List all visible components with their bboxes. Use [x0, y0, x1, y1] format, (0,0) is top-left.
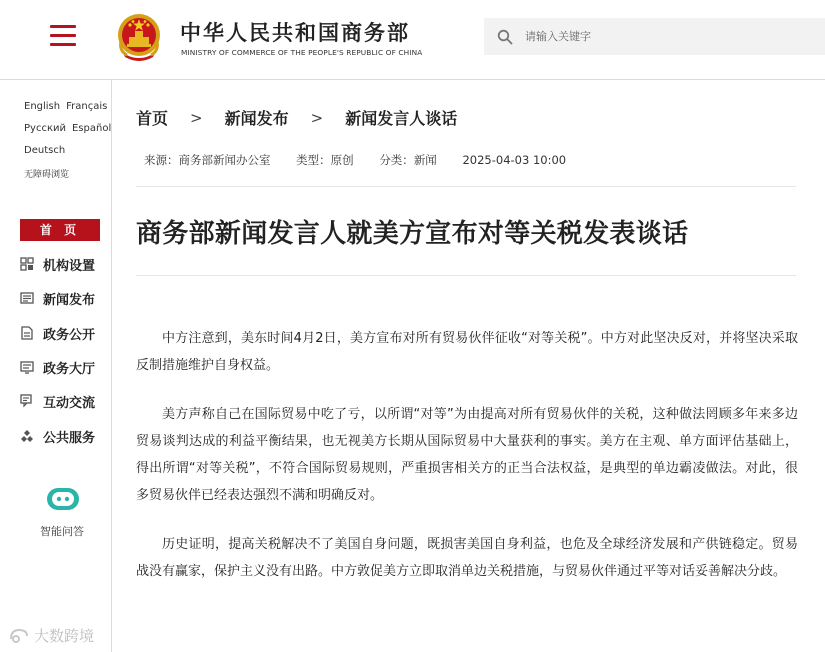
- nav-item-label: 公共服务: [43, 430, 96, 446]
- divider: [136, 275, 796, 276]
- nav-item-gov-info[interactable]: [20, 323, 95, 343]
- article-meta: [144, 152, 588, 168]
- search-input[interactable]: [525, 30, 805, 43]
- sidebar: [0, 80, 112, 652]
- source-value: 商务部新闻办公室: [178, 153, 271, 167]
- source-label: 来源：: [144, 153, 179, 167]
- breadcrumb-home-link[interactable]: 首页: [136, 109, 169, 128]
- category-value: 新闻: [413, 153, 437, 167]
- site-title: 中华人民共和国商务部: [180, 21, 410, 45]
- chat-icon: [20, 394, 34, 408]
- language-row-1: [24, 101, 113, 112]
- breadcrumb: [136, 106, 457, 129]
- public-service-icon: [20, 429, 34, 443]
- nav-item-label: 政务大厅: [43, 361, 96, 377]
- org-grid-icon: [20, 257, 34, 271]
- lang-russian-link[interactable]: Русский: [24, 123, 66, 134]
- article-paragraph: 美方声称自己在国际贸易中吃了亏，以所谓“对等”为由提高对所有贸易伙伴的关税，这种做法罔顾多年来多边贸易谈判达成的利益平衡结果，也无视美方长期从国际贸易中大量获利的事实。美方在主观、单方面评估基础上，得出所谓“对等关税”，不符合国际贸易规则，严重损害相关方的正当合法权益，是典型的单边霸凌做法。对此，很多贸易伙伴已经表达强烈不满和明确反对。: [136, 407, 798, 503]
- article-paragraph: 中方注意到，美东时间4月2日，美方宣布对所有贸易伙伴征收“对等关税”。中方对此坚决反对，并将坚决采取反制措施维护自身权益。: [136, 331, 798, 373]
- main-content: [113, 80, 825, 652]
- lang-french-link[interactable]: Français: [66, 101, 108, 112]
- hamburger-menu-icon[interactable]: [50, 25, 76, 47]
- accessibility-link[interactable]: 无障碍浏览: [24, 170, 70, 180]
- search-box[interactable]: [484, 18, 825, 55]
- type-value: 原创: [330, 153, 354, 167]
- divider: [136, 186, 796, 187]
- nav-home-button[interactable]: 首 页: [20, 219, 100, 241]
- nav-item-label: 政务公开: [43, 327, 96, 343]
- lang-english-link[interactable]: English: [24, 101, 61, 112]
- nav-item-org[interactable]: [20, 254, 95, 274]
- chevron-right-icon: >: [310, 108, 324, 127]
- watermark-text: 大数跨境: [34, 627, 95, 645]
- nav-item-label: 新闻发布: [43, 292, 96, 308]
- category-label: 分类：: [379, 153, 414, 167]
- watermark-logo-icon: [8, 627, 30, 645]
- search-icon[interactable]: [497, 29, 513, 45]
- watermark: [8, 625, 94, 646]
- language-row-4: [24, 167, 75, 180]
- article-paragraph: 历史证明，提高关税解决不了美国自身问题，既损害美国自身利益，也危及全球经济发展和产供链稳定。贸易战没有赢家，保护主义没有出路。中方敦促美方立即取消单边关税措施，与贸易伙伴通过平等对话妥善解决分歧。: [136, 537, 798, 579]
- lang-spanish-link[interactable]: Español: [71, 123, 112, 134]
- service-hall-icon: [20, 360, 34, 374]
- nav-item-interaction[interactable]: [20, 391, 95, 411]
- site-subtitle: MINISTRY OF COMMERCE OF THE PEOPLE'S REPUBLIC OF CHINA: [181, 48, 423, 57]
- robot-assistant-icon[interactable]: [44, 484, 82, 514]
- national-emblem-icon: [113, 11, 165, 63]
- article-body: [136, 325, 798, 607]
- chevron-right-icon: >: [190, 108, 203, 127]
- lang-german-link[interactable]: Deutsch: [24, 145, 66, 156]
- publish-datetime: 2025-04-03 10:00: [462, 153, 567, 167]
- nav-item-service-hall[interactable]: [20, 357, 95, 377]
- nav-item-news[interactable]: [20, 288, 95, 308]
- article-title: 商务部新闻发言人就美方宣布对等关税发表谈话: [136, 219, 689, 249]
- nav-item-label: 机构设置: [43, 258, 96, 274]
- breadcrumb-news-link[interactable]: 新闻发布: [224, 109, 289, 128]
- document-icon: [20, 326, 34, 340]
- site-header: [0, 0, 825, 80]
- type-label: 类型：: [296, 153, 331, 167]
- language-row-3: [24, 145, 71, 156]
- nav-item-label: 互动交流: [43, 395, 96, 411]
- breadcrumb-spokesperson-link[interactable]: 新闻发言人谈话: [345, 109, 458, 128]
- news-list-icon: [20, 291, 34, 305]
- smart-qa-label[interactable]: 智能问答: [40, 525, 84, 538]
- language-row-2: [24, 123, 117, 134]
- nav-item-public-service[interactable]: [20, 426, 95, 446]
